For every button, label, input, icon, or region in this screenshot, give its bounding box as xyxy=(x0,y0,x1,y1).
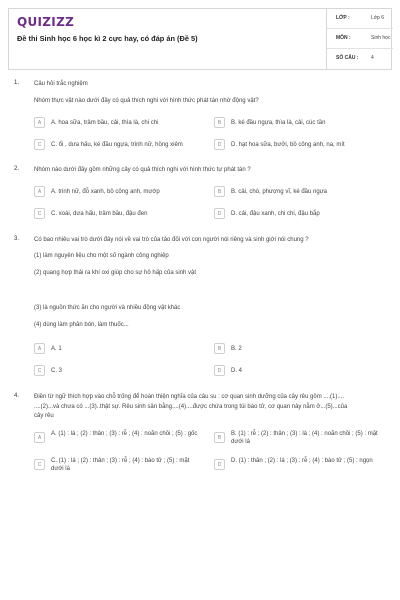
meta-label: LỚP : xyxy=(336,15,350,21)
meta-row-question-count xyxy=(327,49,393,69)
statement-4: (4) dùng làm phân bón, làm thuốc... xyxy=(34,322,129,328)
option-a[interactable] xyxy=(34,184,206,199)
option-letter: C xyxy=(34,365,45,376)
option-text: B. (1) : rễ ; (2) : thân ; (3) : lá ; (4) : noãn chồi ; (5) : mặt dưới lá xyxy=(231,431,378,445)
meta-box xyxy=(326,9,393,69)
question-number: 4. xyxy=(14,393,20,399)
statement-3: (3) là nguồn thức ăn cho người và nhiều động vật khác xyxy=(34,305,181,311)
option-a[interactable] xyxy=(34,341,206,356)
option-letter: B xyxy=(214,186,225,197)
meta-row-grade xyxy=(327,9,393,29)
question-number: 3. xyxy=(14,236,20,242)
question-2 xyxy=(14,166,392,226)
meta-value: 4 xyxy=(371,55,374,61)
option-text: C. 3 xyxy=(51,367,63,374)
option-letter: C xyxy=(34,459,45,470)
question-number: 2. xyxy=(14,166,20,172)
option-letter: D xyxy=(214,459,225,470)
option-b[interactable] xyxy=(214,115,386,130)
option-letter: B xyxy=(214,117,225,128)
worksheet-header xyxy=(8,8,392,70)
option-text: B. 2 xyxy=(231,345,242,352)
option-letter: D xyxy=(214,208,225,219)
option-c[interactable] xyxy=(34,457,206,477)
option-text: D. cải, đậu xanh, chi chi, đậu bắp xyxy=(231,210,320,217)
question-text-line-3: cây rêu xyxy=(34,413,54,420)
option-text: A. trinh nữ, đỗ xanh, bồ công anh, mướp xyxy=(51,188,160,195)
question-1 xyxy=(14,80,392,160)
meta-label: SỐ CÂU : xyxy=(336,55,359,61)
question-heading: Câu hỏi trắc nghiệm xyxy=(34,81,88,87)
option-letter: A xyxy=(34,432,45,443)
option-letter: A xyxy=(34,186,45,197)
option-text: A. (1) : lá ; (2) : thân ; (3) : rễ ; (4) : noãn chồi ; (5) : gốc xyxy=(51,431,198,437)
option-text: D. hạt hoa sữa, bưởi, bồ công anh, na, mít xyxy=(231,141,345,148)
question-text-line-1: Điền từ ngữ thích hợp vào chỗ trống để hoàn thiện nghĩa của câu su : cơ quan sinh dưỡng của cây rêu gồm ....(1).... xyxy=(34,394,345,400)
option-letter: C xyxy=(34,139,45,150)
option-text: C. (1) : lá ; (2) : thân ; (3) : rễ ; (4) : bào tử ; (5) : mặt dưới lá xyxy=(51,458,190,472)
question-text-line-2: ....(2)...và chưa có ...(3)..thật sự. Rêu sinh sản bằng....(4)....được chứa trong túi bào tử, cơ quan này nằm ở...(5)...của xyxy=(34,403,348,410)
question-text: Nhóm nào dưới đây gồm những cây có quả thích nghi với hình thức tự phát tán ? xyxy=(34,167,251,173)
question-4 xyxy=(14,393,392,488)
option-d[interactable] xyxy=(214,363,386,378)
option-c[interactable] xyxy=(34,206,206,221)
meta-label: MÔN : xyxy=(336,35,351,41)
option-text: D. (1) : thân ; (2) : lá ; (3) : rễ ; (4) : bào tử ; (5) : ngọn xyxy=(231,458,373,464)
option-text: A. 1 xyxy=(51,345,62,352)
option-d[interactable] xyxy=(214,206,386,221)
option-b[interactable] xyxy=(214,341,386,356)
statement-1: (1) làm nguyên liệu cho một số ngành công nghiệp xyxy=(34,253,169,259)
option-letter: B xyxy=(214,343,225,354)
option-letter: D xyxy=(214,139,225,150)
option-b[interactable] xyxy=(214,184,386,199)
meta-value: Lớp 6 xyxy=(371,15,385,21)
option-letter: C xyxy=(34,208,45,219)
option-c[interactable] xyxy=(34,363,206,378)
option-text: C. xoài, dưa hấu, trâm bầu, đậu đen xyxy=(51,210,148,217)
statement-2: (2) quang hợp thải ra khí oxi giúp cho sự hô hấp của sinh vật xyxy=(34,270,197,276)
option-b[interactable] xyxy=(214,430,386,450)
question-text: Có bao nhiêu vai trò dưới đây nói về vai trò của tảo đối với con người nói riêng và sinh giới nói chung ? xyxy=(34,237,309,243)
option-text: B. ké đầu ngựa, thìa là, cải, cúc tần xyxy=(231,119,326,126)
option-letter: D xyxy=(214,365,225,376)
option-d[interactable] xyxy=(214,457,392,477)
option-text: A. hoa sữa, trâm bầu, cải, thìa là, chi chi xyxy=(51,119,159,126)
option-text: D. 4 xyxy=(231,367,243,374)
option-letter: A xyxy=(34,343,45,354)
question-text: Nhóm thực vật nào dưới đây có quả thích nghi với hình thức phát tán nhờ động vật? xyxy=(34,98,259,104)
question-3 xyxy=(14,236,392,381)
option-letter: B xyxy=(214,432,225,443)
quizizz-logo: QUIZIZZ xyxy=(17,15,75,29)
option-a[interactable] xyxy=(34,115,206,130)
option-d[interactable] xyxy=(214,137,386,152)
question-number: 1. xyxy=(14,80,20,86)
document-title: Đề thi Sinh học 6 học kì 2 cực hay, có đáp án (Đề 5) xyxy=(17,34,198,43)
option-text: B. cải, chò, phượng vĩ, ké đầu ngựa xyxy=(231,188,328,195)
option-letter: A xyxy=(34,117,45,128)
option-a[interactable] xyxy=(34,430,206,450)
option-c[interactable] xyxy=(34,137,206,152)
meta-value: Sinh học xyxy=(371,35,391,41)
meta-row-subject xyxy=(327,29,393,49)
option-text: C. ổi , dưa hấu, ké đầu ngựa, trinh nữ, hồng xiêm xyxy=(51,141,183,148)
